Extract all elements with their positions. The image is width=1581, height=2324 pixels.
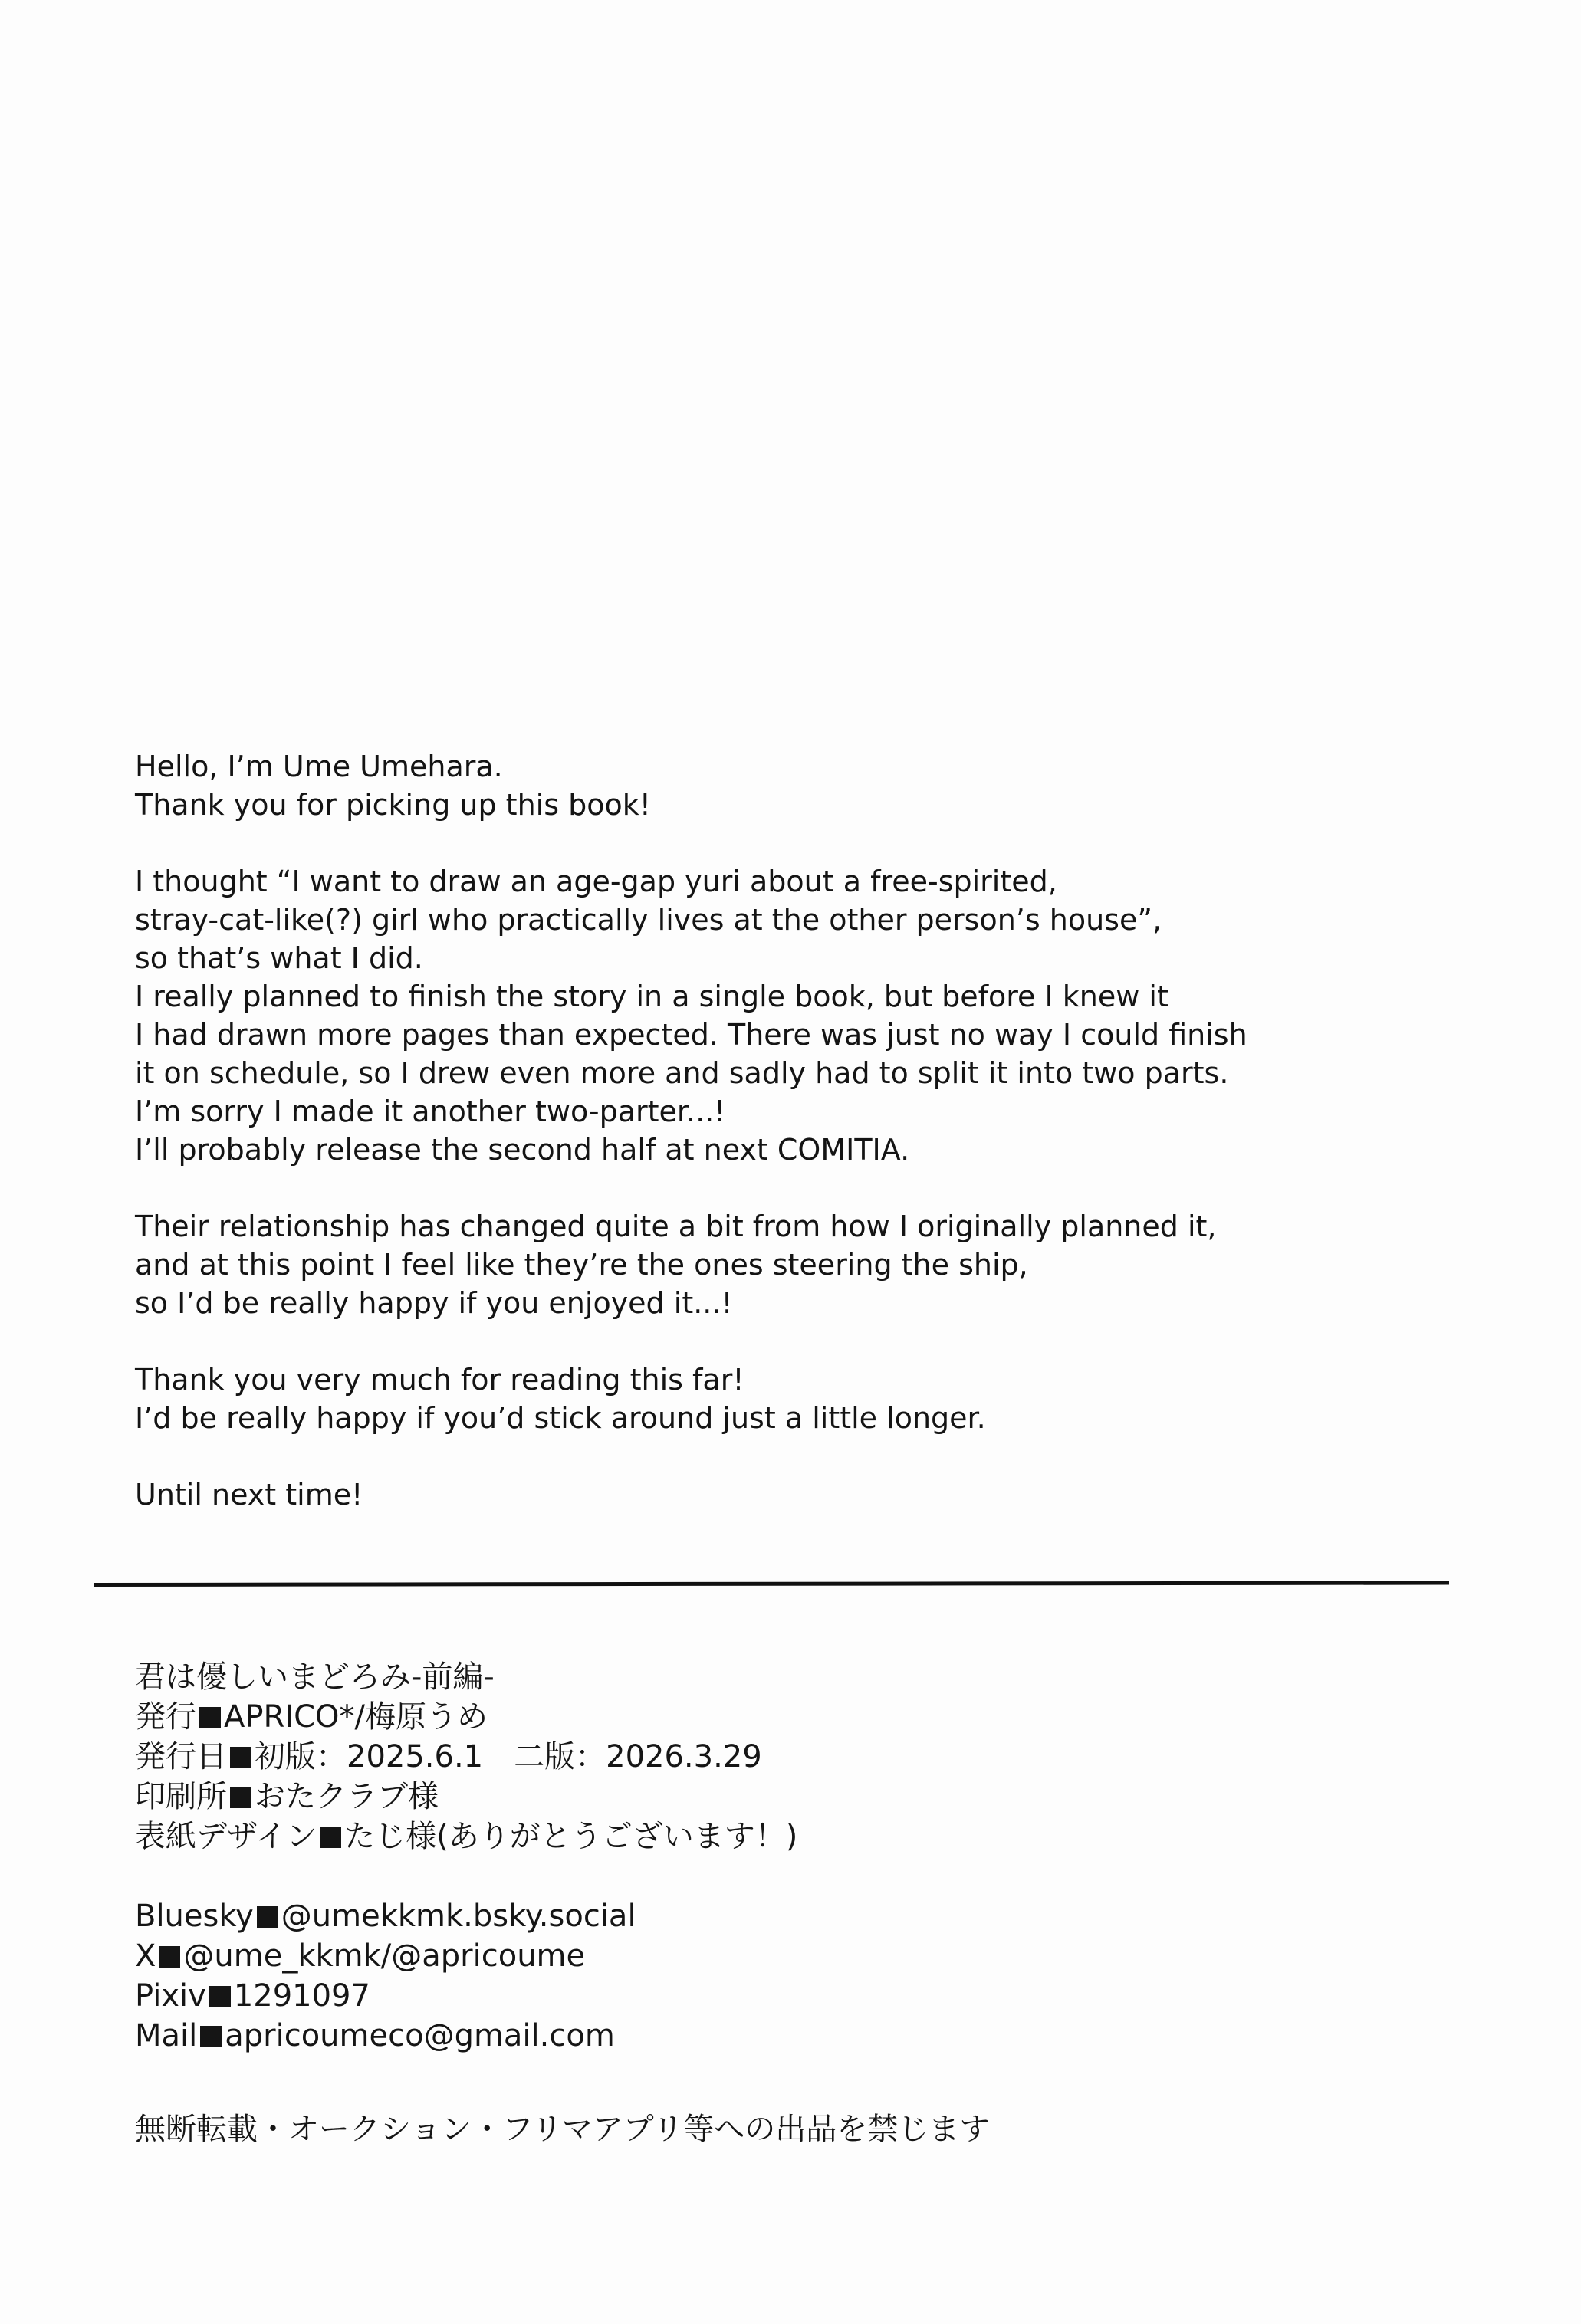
afterword-line: I’m sorry I made it another two-parter...! bbox=[135, 1095, 726, 1128]
date-label: 発行日 bbox=[135, 1739, 227, 1774]
mail-label: Mail bbox=[135, 2018, 198, 2053]
square-bullet-icon bbox=[200, 2026, 222, 2047]
afterword-line: I had drawn more pages than expected. There was just no way I could finish bbox=[135, 1018, 1247, 1052]
square-bullet-icon bbox=[209, 1986, 231, 2007]
afterword-line: I’ll probably release the second half at next COMITIA. bbox=[135, 1133, 910, 1167]
colophon bbox=[135, 1657, 1362, 2056]
afterword-line: I really planned to finish the story in a single book, but before I knew it bbox=[135, 980, 1168, 1013]
printer-label: 印刷所 bbox=[135, 1779, 227, 1814]
book-title: 君は優しいまどろみ-前編- bbox=[135, 1659, 495, 1695]
afterword-line: Until next time! bbox=[135, 1478, 363, 1512]
square-bullet-icon bbox=[257, 1906, 278, 1928]
afterword-line: it on schedule, so I drew even more and sadly had to split it into two parts. bbox=[135, 1056, 1229, 1090]
colophon-printer bbox=[135, 1777, 1362, 1817]
x-label: X bbox=[135, 1938, 156, 1974]
printer-value: おたクラブ様 bbox=[255, 1779, 439, 1814]
afterword-text bbox=[135, 747, 1438, 1514]
contact-pixiv bbox=[135, 1976, 1362, 2016]
afterword-line: so I’d be really happy if you enjoyed it...! bbox=[135, 1286, 733, 1320]
contact-x bbox=[135, 1936, 1362, 1976]
afterword-line: Thank you very much for reading this far! bbox=[135, 1363, 744, 1397]
afterword-line: Thank you for picking up this book! bbox=[135, 788, 651, 822]
publisher-label: 発行 bbox=[135, 1699, 196, 1735]
afterword-line: I’d be really happy if you’d stick around just a little longer. bbox=[135, 1401, 986, 1435]
bluesky-handle: @umekkmk.bsky.social bbox=[281, 1899, 636, 1934]
colophon-date bbox=[135, 1737, 1362, 1777]
square-bullet-icon bbox=[320, 1827, 341, 1848]
pixiv-label: Pixiv bbox=[135, 1978, 206, 2014]
square-bullet-icon bbox=[159, 1946, 180, 1968]
contact-bluesky bbox=[135, 1896, 1362, 1936]
copyright-notice: 無断転載・オークション・フリマアプリ等への出品を禁じます bbox=[135, 2112, 991, 2147]
square-bullet-icon bbox=[230, 1747, 251, 1768]
afterword-line: and at this point I feel like they’re the ones steering the ship, bbox=[135, 1248, 1028, 1282]
date-value: 初版：2025.6.1 二版：2026.3.29 bbox=[255, 1739, 762, 1774]
colophon-publisher bbox=[135, 1697, 1362, 1737]
square-bullet-icon bbox=[199, 1707, 221, 1728]
contact-mail bbox=[135, 2016, 1362, 2056]
pixiv-id: 1291097 bbox=[233, 1978, 370, 2014]
colophon-cover bbox=[135, 1817, 1362, 1856]
afterword-line: Hello, I’m Ume Umehara. bbox=[135, 750, 503, 783]
square-bullet-icon bbox=[230, 1787, 251, 1808]
afterword-line: I thought “I want to draw an age-gap yuri about a free-spirited, bbox=[135, 865, 1057, 898]
cover-value: たじ様(ありがとうございます！) bbox=[344, 1819, 798, 1854]
x-handle: @ume_kkmk/@apricoume bbox=[183, 1938, 586, 1974]
publisher-value: APRICO*/梅原うめ bbox=[224, 1699, 488, 1735]
cover-label: 表紙デザイン bbox=[135, 1819, 317, 1854]
afterword-line: so that’s what I did. bbox=[135, 941, 423, 975]
mail-address: apricoumeco@gmail.com bbox=[225, 2018, 615, 2053]
afterword-line: stray-cat-like(?) girl who practically lives at the other person’s house”, bbox=[135, 903, 1162, 937]
section-divider bbox=[94, 1581, 1449, 1587]
bluesky-label: Bluesky bbox=[135, 1899, 254, 1934]
afterword-line: Their relationship has changed quite a bit from how I originally planned it, bbox=[135, 1210, 1217, 1243]
